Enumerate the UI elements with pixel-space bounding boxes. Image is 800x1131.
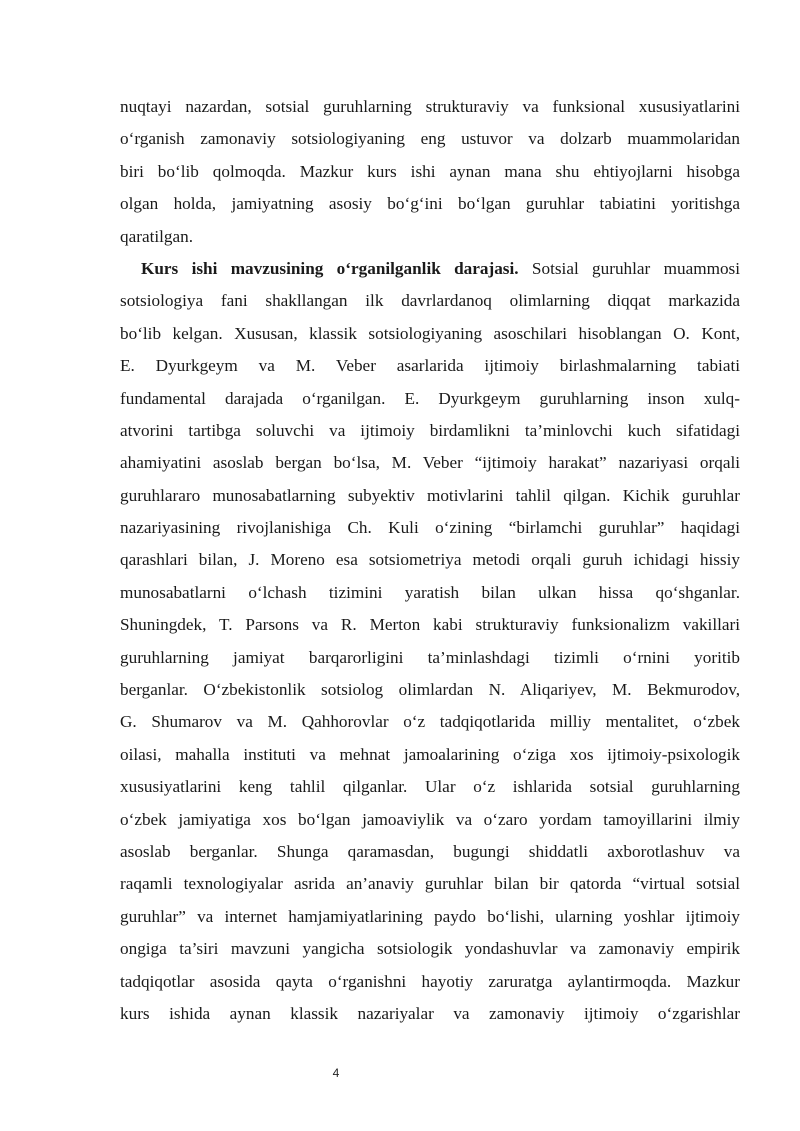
text-line: nazariyasining rivojlanishiga Ch. Kuli o‘zining “birlamchi guruhlar” haqidagi xyxy=(120,518,740,538)
text-line: berganlar. O‘zbekistonlik sotsiolog olimlardan N. Aliqariyev, M. Bekmurodov, xyxy=(120,680,740,700)
page-number: 4 xyxy=(332,1066,340,1080)
text-line: ahamiyatini asoslab bergan bo‘lsa, M. Veber “ijtimoiy harakat” nazariyasi orqali xyxy=(120,453,740,473)
paragraph-1 xyxy=(120,91,740,253)
text-line: Shuningdek, T. Parsons va R. Merton kabi strukturaviy funksionalizm vakillari xyxy=(120,615,740,635)
text-line: qarashlari bilan, J. Moreno esa sotsiometriya metodi orqali guruh ichidagi hissiy xyxy=(120,550,740,570)
text-line: xususiyatlarini keng tahlil qilganlar. Ular o‘z ishlarida sotsial guruhlarning xyxy=(120,777,740,797)
text-line xyxy=(120,253,740,285)
text-line: raqamli texnologiyalar asrida an’anaviy guruhlar bilan bir qatorda “virtual sotsial xyxy=(120,874,740,894)
text-line: G. Shumarov va M. Qahhorovlar o‘z tadqiqotlarida milliy mentalitet, o‘zbek xyxy=(120,712,740,732)
text-line: guruhlar” va internet hamjamiyatlarining paydo bo‘lishi, ularning yoshlar ijtimoiy xyxy=(120,906,740,926)
text-line: E. Dyurkgeym va M. Veber asarlarida ijtimoiy birlashmalarning tabiati xyxy=(120,356,740,376)
text-line: qaratilgan. xyxy=(120,226,194,246)
heading-line-rest: Sotsial guruhlar muammosi xyxy=(531,258,740,278)
text-line: olgan holda, jamiyatning asosiy bo‘g‘ini bo‘lgan guruhlar tabiatini yoritishga xyxy=(120,194,740,214)
body-text xyxy=(120,91,740,1030)
text-line: ongiga ta’siri mavzuni yangicha sotsiologik yondashuvlar va zamonaviy empirik xyxy=(120,939,740,959)
text-line: o‘rganish zamonaviy sotsiologiyaning eng ustuvor va dolzarb muammolaridan xyxy=(120,129,740,149)
text-line: atvorini tartibga soluvchi va ijtimoiy birdamlikni ta’minlovchi kuch sifatidagi xyxy=(120,420,740,440)
text-line: fundamental darajada o‘rganilgan. E. Dyurkgeym guruhlarning inson xulq- xyxy=(120,388,740,408)
text-line: sotsiologiya fani shakllangan ilk davrlardanoq olimlarning diqqat markazida xyxy=(120,291,740,311)
paragraph-heading: Kurs ishi mavzusining o‘rganilganlik darajasi. xyxy=(141,258,519,278)
text-line: guruhlarning jamiyat barqarorligini ta’minlashdagi tizimli o‘rnini yoritib xyxy=(120,647,740,667)
text-line: oilasi, mahalla instituti va mehnat jamoalarining o‘ziga xos ijtimoiy-psixologik xyxy=(120,744,740,764)
text-line: guruhlararo munosabatlarning subyektiv motivlarini tahlil qilgan. Kichik guruhlar xyxy=(120,485,740,505)
text-line: tadqiqotlar asosida qayta o‘rganishni hayotiy zaruratga aylantirmoqda. Mazkur xyxy=(120,971,740,991)
paragraph-2 xyxy=(120,253,740,1030)
text-line: biri bo‘lib qolmoqda. Mazkur kurs ishi aynan mana shu ehtiyojlarni hisobga xyxy=(120,161,740,181)
text-line: asoslab berganlar. Shunga qaramasdan, bugungi shiddatli axborotlashuv va xyxy=(120,841,740,861)
text-line: kurs ishida aynan klassik nazariyalar va zamonaviy ijtimoiy o‘zgarishlar xyxy=(120,1003,740,1023)
text-line: nuqtayi nazardan, sotsial guruhlarning strukturaviy va funksional xususiyatlarini xyxy=(120,97,740,116)
text-line: o‘zbek jamiyatiga xos bo‘lgan jamoaviylik va o‘zaro yordam tamoyillarini ilmiy xyxy=(120,809,740,829)
text-line: munosabatlarni o‘lchash tizimini yaratish bilan ulkan hissa qo‘shganlar. xyxy=(120,582,740,602)
text-line: bo‘lib kelgan. Xususan, klassik sotsiologiyaning asoschilari hisoblangan O. Kont, xyxy=(120,323,740,343)
